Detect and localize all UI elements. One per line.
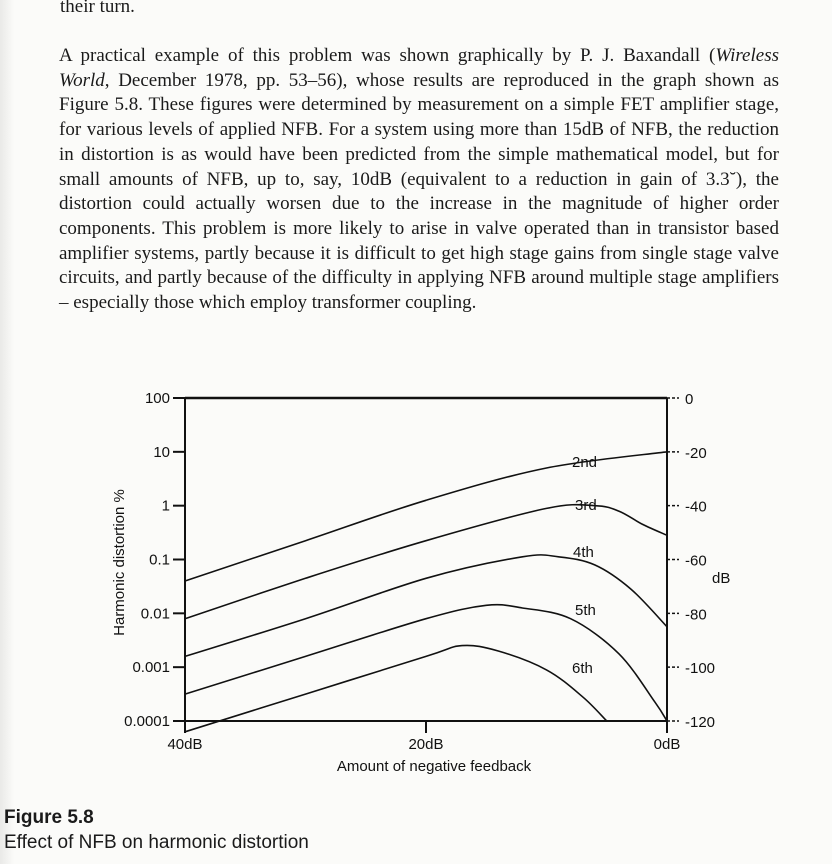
x-tick-label: 20dB [408, 736, 444, 753]
journal-title: Wireless World [59, 45, 779, 91]
series-label-5th: 5th [575, 602, 596, 619]
series-label-3rd: 3rd [575, 497, 597, 514]
left-tick-label: 10 [153, 443, 170, 461]
left-tick-label: 100 [144, 390, 170, 407]
series-line-6th [185, 645, 607, 731]
left-tick-label: 0.001 [132, 659, 170, 677]
right-tick-label: -60 [685, 552, 707, 570]
left-tick-label: 1 [161, 497, 170, 515]
figure-number: Figure 5.8 [4, 807, 94, 828]
x-tick-label: 0dB [653, 736, 681, 753]
paragraph-text-rest: , December 1978, pp. 53–56), whose results are reproduced in the graph shown as Figure 5.8. These figures were determined by measurement on a simple FET amplifier stage, for various levels of applied NFB. For a system using more than 15dB of NFB, the reduction in distortion is as would have been predicted from the simple mathematical model, but for small amounts of NFB, up to, say, 10dB (equivalent to a reduction in gain of 3.3˘), the distortion could actually worsen due to the increase in the magnitude of higher order components. This problem is more likely to arise in valve operated than in transistor based amplifier systems, partly because it is difficult to get high stage gains from single stage valve circuits, and partly because of the difficulty in applying NFB around multiple stage amplifiers – especially those which employ transformer coupling. [59, 69, 779, 314]
series-label-4th: 4th [573, 544, 594, 561]
y-axis-title-left: Harmonic distortion % [111, 489, 128, 636]
right-tick-label: 0 [685, 391, 694, 408]
y-axis-title-right: dB [712, 570, 731, 587]
body-paragraph [59, 44, 779, 316]
right-tick-label: -120 [685, 714, 716, 731]
figure-chart [0, 375, 832, 795]
x-axis-title: Amount of negative feedback [336, 758, 532, 775]
figure-caption: Effect of NFB on harmonic distortion [4, 832, 309, 853]
left-tick-label: 0.1 [149, 551, 170, 569]
right-tick-label: -80 [685, 606, 707, 624]
right-tick-label: -40 [685, 498, 707, 516]
paragraph-text-start: A practical example of this problem was shown graphically by P. J. Baxandall ( [59, 45, 716, 66]
series-label-6th: 6th [572, 660, 593, 677]
left-tick-label: 0.01 [140, 605, 170, 623]
left-tick-label: 0.0001 [124, 713, 170, 730]
series-label-2nd: 2nd [572, 454, 598, 471]
right-tick-label: -100 [685, 660, 716, 678]
series-line-2nd [185, 452, 667, 581]
right-tick-label: -20 [685, 444, 707, 462]
previous-page-line: their turn. [60, 0, 135, 17]
series-line-5th [185, 605, 667, 721]
x-tick-label: 40dB [167, 736, 203, 753]
